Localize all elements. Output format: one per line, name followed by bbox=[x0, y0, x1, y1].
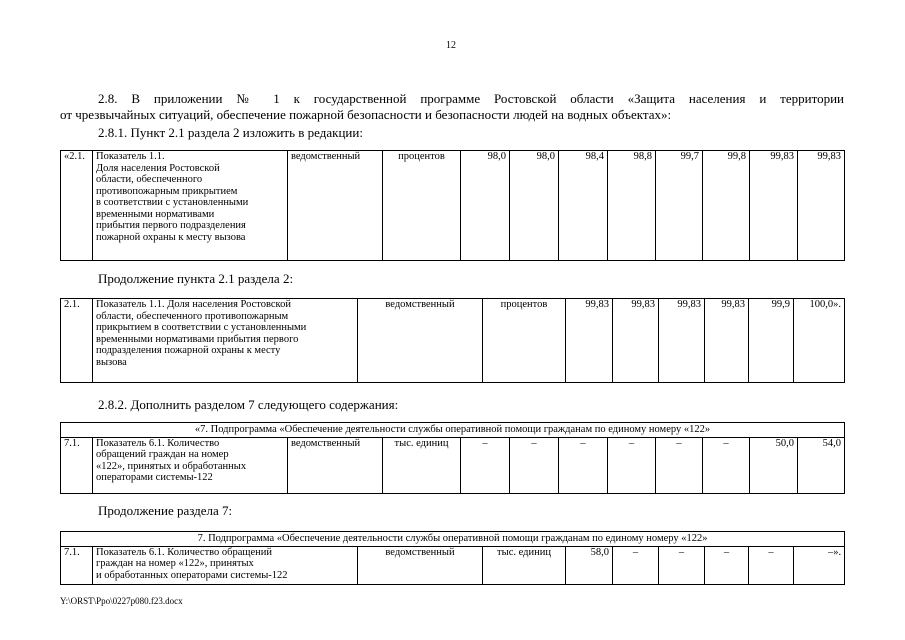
intro-line-2: от чрезвычайных ситуаций, обеспечение пожарной безопасности и безопасности людей на водных объектах»: bbox=[60, 107, 672, 122]
row-number: 7.1. bbox=[61, 437, 93, 493]
indicator-table-3 bbox=[60, 422, 845, 494]
value-cell: 50,0 bbox=[750, 437, 798, 493]
row-number: 7.1. bbox=[61, 546, 93, 584]
row-number: 2.1. bbox=[61, 299, 93, 383]
value-cell: 98,8 bbox=[608, 151, 656, 261]
file-path-footer: Y:\ORST\Ppo\0227p080.f23.docx bbox=[60, 596, 183, 606]
value-cell: – bbox=[659, 546, 705, 584]
value-cell: 98,4 bbox=[559, 151, 608, 261]
value-cell: 98,0 bbox=[510, 151, 559, 261]
value-cell: 58,0 bbox=[566, 546, 613, 584]
value-cell: 99,83 bbox=[613, 299, 659, 383]
indicator-type: ведомственный bbox=[358, 299, 483, 383]
value-cell: – bbox=[705, 546, 749, 584]
indicator-table-4 bbox=[60, 531, 845, 585]
value-cell: 99,83 bbox=[659, 299, 705, 383]
indicator-table-2 bbox=[60, 298, 845, 383]
value-cell: 99,83 bbox=[705, 299, 749, 383]
page-number: 12 bbox=[446, 40, 456, 51]
indicator-name: Показатель 6.1. Количество обращений граждан на номер «122», принятых и обработанных операторами системы-122 bbox=[93, 437, 288, 493]
value-cell: 99,83 bbox=[566, 299, 613, 383]
indicator-type: ведомственный bbox=[358, 546, 483, 584]
value-cell: 99,9 bbox=[749, 299, 794, 383]
value-cell: 54,0 bbox=[798, 437, 845, 493]
value-cell: 99,83 bbox=[798, 151, 845, 261]
row-number: «2.1. bbox=[61, 151, 93, 261]
indicator-unit: процентов bbox=[383, 151, 461, 261]
value-cell: – bbox=[656, 437, 703, 493]
intro-line-1: 2.8. В приложении № 1 к государственной программе Ростовской области «Защита населения и территории bbox=[98, 91, 844, 106]
value-cell: 100,0». bbox=[794, 299, 845, 383]
section-2-8-2-heading: 2.8.2. Дополнить разделом 7 следующего содержания: bbox=[98, 397, 399, 412]
value-cell: 98,0 bbox=[461, 151, 510, 261]
indicator-name: Показатель 1.1. Доля населения Ростовской области, обеспеченного противопожарным прикрытием в соответствии с установленными временными нормативами прибытия первого подразделения пожарной охраны к месту вызова bbox=[93, 299, 358, 383]
value-cell: 99,83 bbox=[750, 151, 798, 261]
intro-line-3: 2.8.1. Пункт 2.1 раздела 2 изложить в редакции: bbox=[98, 125, 363, 140]
value-cell: 99,8 bbox=[703, 151, 750, 261]
indicator-type: ведомственный bbox=[288, 151, 383, 261]
indicator-name: Показатель 1.1. Доля населения Ростовской области, обеспеченного противопожарным прикрытием в соответствии с установленными временными нормативами прибытия первого подразделения пожарной охраны к месту вызова bbox=[93, 151, 288, 261]
value-cell: – bbox=[461, 437, 510, 493]
value-cell: – bbox=[749, 546, 794, 584]
value-cell: – bbox=[613, 546, 659, 584]
value-cell: –». bbox=[794, 546, 845, 584]
indicator-table-1 bbox=[60, 150, 845, 261]
continuation-heading-2: Продолжение раздела 7: bbox=[98, 503, 233, 518]
indicator-type: ведомственный bbox=[288, 437, 383, 493]
value-cell: – bbox=[703, 437, 750, 493]
subprogram-header: 7. Подпрограмма «Обеспечение деятельности службы оперативной помощи гражданам по единому номеру «122» bbox=[61, 532, 845, 547]
continuation-heading-1: Продолжение пункта 2.1 раздела 2: bbox=[98, 271, 294, 286]
value-cell: 99,7 bbox=[656, 151, 703, 261]
value-cell: – bbox=[510, 437, 559, 493]
indicator-name: Показатель 6.1. Количество обращений граждан на номер «122», принятых и обработанных операторами системы-122 bbox=[93, 546, 358, 584]
indicator-unit: тыс. единиц bbox=[383, 437, 461, 493]
subprogram-header: «7. Подпрограмма «Обеспечение деятельности службы оперативной помощи гражданам по единому номеру «122» bbox=[61, 423, 845, 438]
value-cell: – bbox=[559, 437, 608, 493]
value-cell: – bbox=[608, 437, 656, 493]
indicator-unit: тыс. единиц bbox=[483, 546, 566, 584]
indicator-unit: процентов bbox=[483, 299, 566, 383]
